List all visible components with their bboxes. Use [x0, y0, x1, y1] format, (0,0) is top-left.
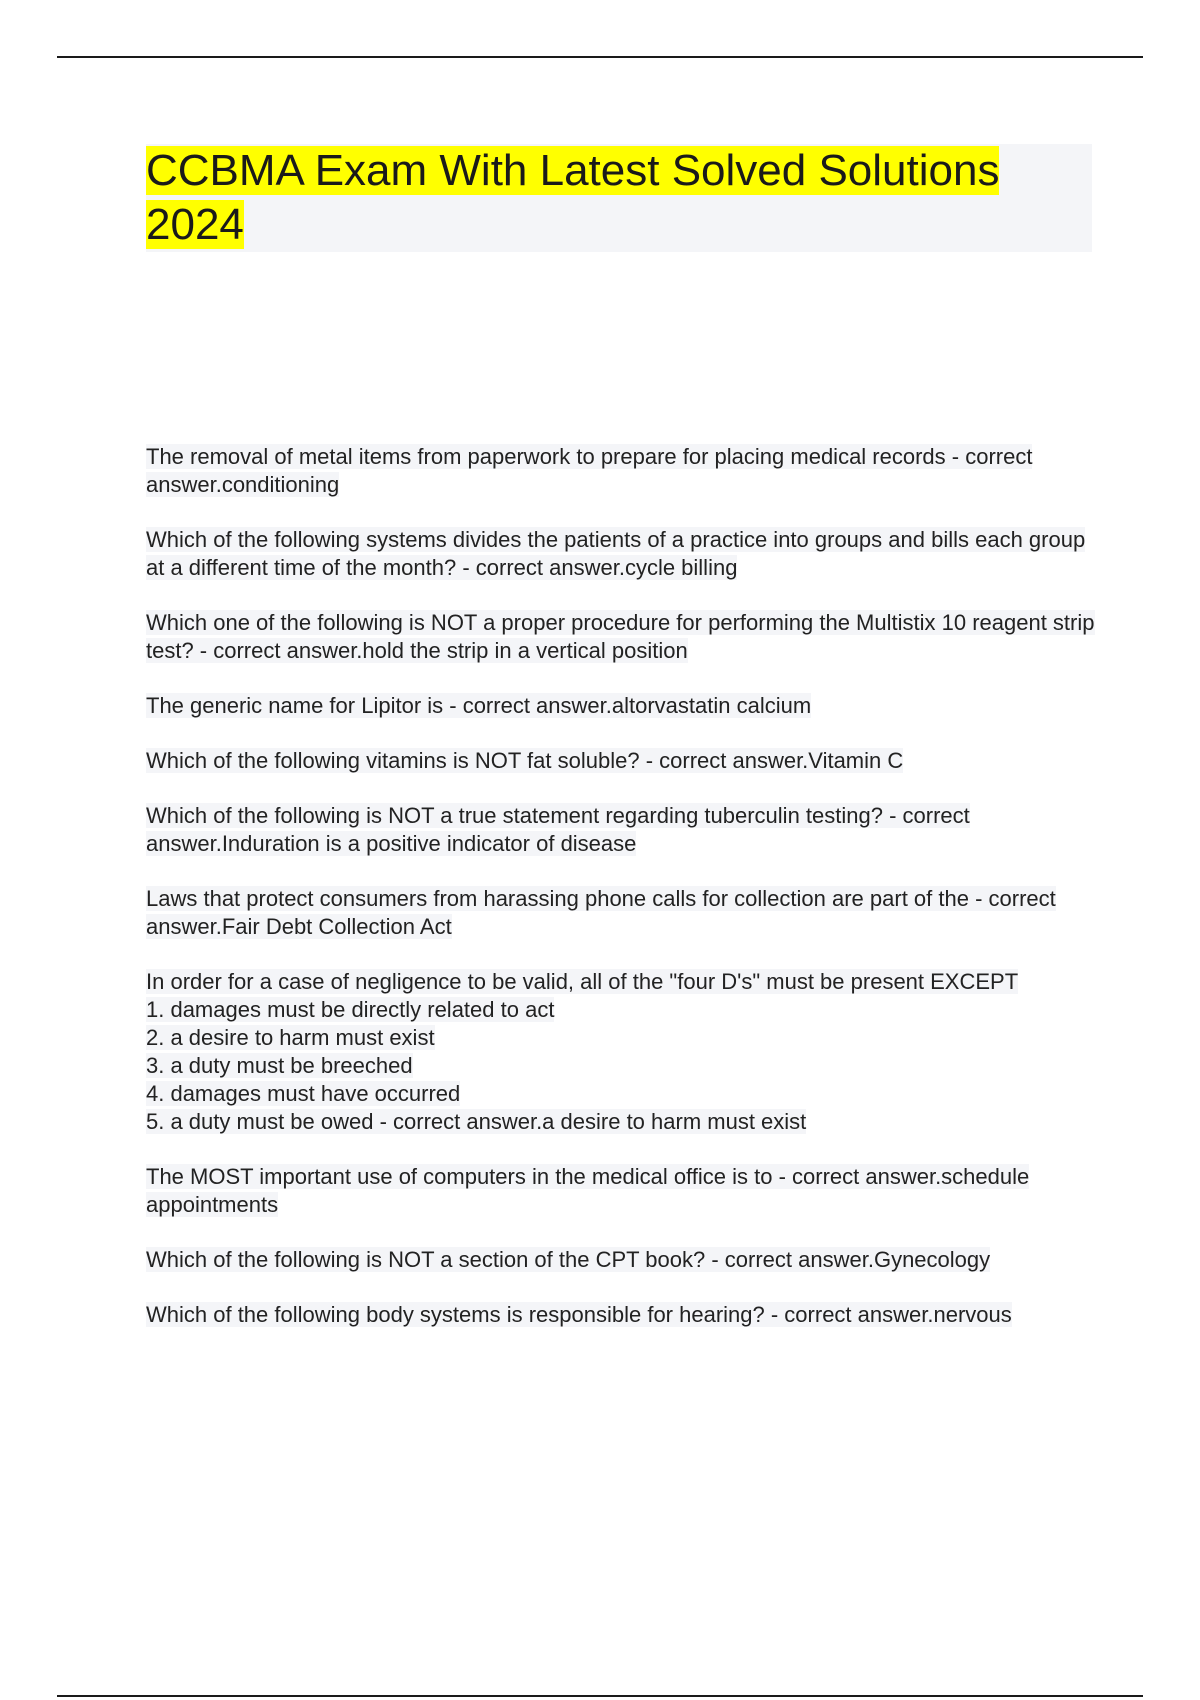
- qa-item-5: Which of the following vitamins is NOT fat soluble? - correct answer.Vitamin C: [146, 748, 904, 773]
- qa-item-11: Which of the following body systems is responsible for hearing? - correct answer.nervous: [146, 1302, 1012, 1327]
- negligence-option-4: 4. damages must have occurred: [146, 1081, 461, 1106]
- title-block: [146, 144, 1092, 252]
- qa-list: [146, 443, 1096, 1329]
- negligence-option-3: 3. a duty must be breeched: [146, 1053, 413, 1078]
- document-title: [146, 144, 1092, 252]
- negligence-option-5: 5. a duty must be owed - correct answer.a desire to harm must exist: [146, 1109, 807, 1134]
- qa-item-8: [146, 968, 1096, 1136]
- qa-item-1: The removal of metal items from paperwork to prepare for placing medical records - correct answer.conditioning: [146, 444, 1033, 497]
- document-content: [146, 144, 1096, 1356]
- negligence-question: In order for a case of negligence to be valid, all of the "four D's" must be present EXCEPT: [146, 969, 1019, 994]
- qa-item-10: Which of the following is NOT a section of the CPT book? - correct answer.Gynecology: [146, 1247, 991, 1272]
- title-highlight: CCBMA Exam With Latest Solved Solutions 2024: [146, 146, 1000, 249]
- qa-item-4: The generic name for Lipitor is - correct answer.altorvastatin calcium: [146, 693, 812, 718]
- top-rule: [57, 56, 1143, 58]
- qa-item-7: Laws that protect consumers from harassing phone calls for collection are part of the - correct answer.Fair Debt Collection Act: [146, 886, 1056, 939]
- qa-item-3: Which one of the following is NOT a proper procedure for performing the Multistix 10 reagent strip test? - correct answer.hold the strip in a vertical position: [146, 610, 1095, 663]
- qa-item-2: Which of the following systems divides the patients of a practice into groups and bills each group at a different time of the month? - correct answer.cycle billing: [146, 527, 1086, 580]
- negligence-option-1: 1. damages must be directly related to act: [146, 997, 555, 1022]
- qa-item-9: The MOST important use of computers in the medical office is to - correct answer.schedule appointments: [146, 1164, 1030, 1217]
- bottom-rule: [57, 1695, 1143, 1697]
- negligence-option-2: 2. a desire to harm must exist: [146, 1025, 435, 1050]
- qa-item-6: Which of the following is NOT a true statement regarding tuberculin testing? - correct answer.Induration is a positive indicator of disease: [146, 803, 970, 856]
